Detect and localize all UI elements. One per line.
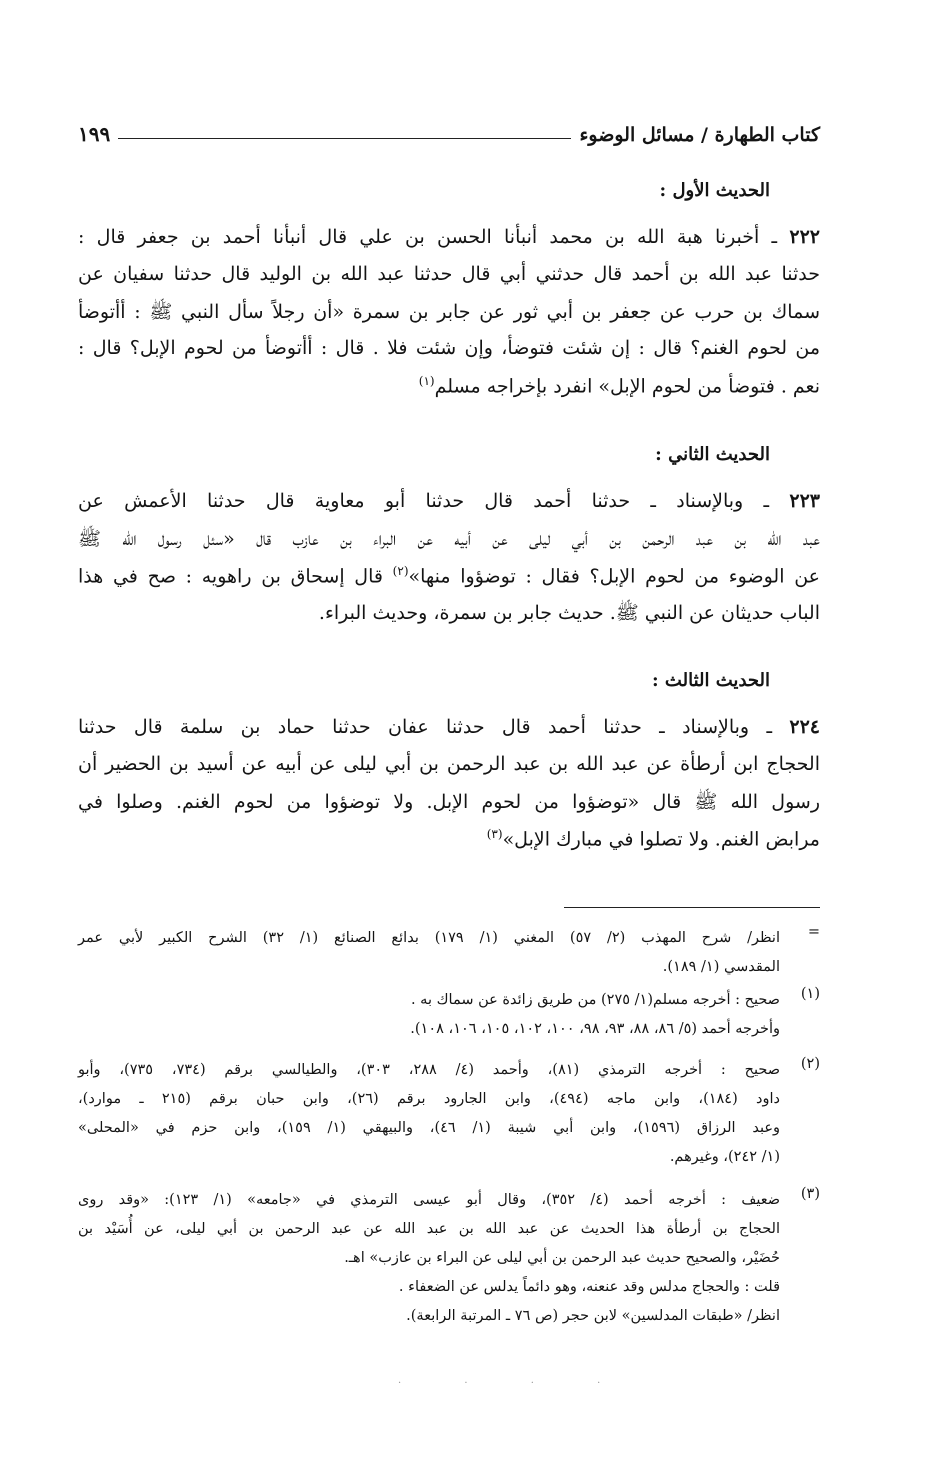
- hadith-1-text: [78, 226, 820, 411]
- footnote-line: المقدسي (١/ ١٨٩).: [662, 959, 780, 975]
- footnote-3: [78, 1186, 820, 1331]
- hadith-1-heading: الحديث الأول :: [659, 180, 770, 201]
- footnote-ref[interactable]: (١): [418, 374, 435, 388]
- hadith-number: ٢٢٣: [789, 490, 820, 512]
- footnote-line: (١/ ٢٤٢)، وغيرهم.: [669, 1149, 780, 1165]
- text-line: رسول الله ﷺ قال «توضؤوا من لحوم الإبل. ولا توضؤوا من لحوم الغنم. وصلوا في: [78, 791, 820, 813]
- footnote-marker: =: [807, 924, 820, 940]
- text-line: ٢٢٢ ـ أخبرنا هبة الله بن محمد أنبأنا الحسن بن علي قال أنبأنا أحمد بن جعفر قال :: [78, 226, 820, 248]
- footnote-2: [78, 1056, 820, 1172]
- hadith-3-text: [78, 716, 820, 864]
- text-line: من لحوم الغنم؟ قال : إن شئت فتوضأ، وإن شئت فلا . قال : أأتوضأ من لحوم الإبل؟ قال :: [78, 337, 820, 359]
- footnote-marker: (٣): [800, 1186, 820, 1202]
- footnote-line: ضعيف : أخرجه أحمد (٤/ ٣٥٢)، وقال أبو عيسى الترمذي في «جامعه» (١/ ١٢٣): «وقد روى: [78, 1192, 781, 1208]
- footnote-ref[interactable]: (٢): [392, 564, 409, 578]
- text-line: الباب حديثان عن النبي ﷺ. حديث جابر بن سمرة، وحديث البراء.: [318, 602, 820, 624]
- text-line: عن الوضوء من لحوم الإبل؟ فقال : توضؤوا منها»$^{(٢)}$ قال إسحاق بن راهويه : صح في هذا: [78, 564, 820, 588]
- hadith-2-text: [78, 490, 820, 638]
- text-line: ٢٢٣ ـ وبالإسناد ـ حدثنا أحمد قال حدثنا أبو معاوية قال حدثنا الأعمش عن: [78, 490, 820, 512]
- footnote-ref[interactable]: (٣): [486, 827, 503, 841]
- footnote-continued: [78, 924, 820, 982]
- footnote-1: [78, 986, 820, 1044]
- running-title: كتاب الطهارة / مسائل الوضوء: [579, 124, 820, 146]
- footnote-line: داود (١٨٤)، وابن ماجه (٤٩٤)، وابن الجارود برقم (٢٦)، وابن حبان برقم (٢١٥ ـ موارد)،: [78, 1091, 780, 1107]
- text-line: سماك بن حرب عن جعفر بن أبي ثور عن جابر بن سمرة «أن رجلاً سأل النبي ﷺ : أأتوضأ: [78, 301, 820, 323]
- footnote-line: حُضَيْر، والصحيح حديث عبد الرحمن بن أبي ليلى عن البراء بن عازب» اهـ.: [344, 1250, 780, 1266]
- page-number: ١٩٩: [78, 122, 111, 146]
- footnote-line: انظر/ «طبقات المدلسين» لابن حجر (ص ٧٦ ـ المرتبة الرابعة).: [406, 1308, 780, 1324]
- hadith-number: ٢٢٤: [789, 716, 820, 738]
- footnote-line: صحيح : أخرجه الترمذي (٨١)، وأحمد (٤/ ٢٨٨، ٣٠٣)، والطيالسي برقم (٧٣٤، ٧٣٥)، وأبو: [78, 1062, 781, 1078]
- running-header: [78, 116, 820, 146]
- book-page: [78, 0, 820, 1474]
- footnote-line: قلت : والحجاج مدلس وقد عنعنه، وهو دائماً يدلس عن الضعفاء .: [398, 1279, 780, 1295]
- text-line: الحجاج ابن أرطأة عن عبد الله بن عبد الرحمن بن أبي ليلى عن أبيه عن أسيد بن الحضير أن: [78, 753, 820, 775]
- footnote-line: صحيح : أخرجه مسلم(١/ ٢٧٥) من طريق زائدة عن سماك به .: [410, 992, 780, 1008]
- hadith-2-heading: الحديث الثاني :: [655, 444, 770, 465]
- text-line: مرابض الغنم. ولا تصلوا في مبارك الإبل»$^{(٣)}$: [486, 827, 820, 851]
- header-rule: [118, 138, 571, 139]
- footnote-line: وأخرجه أحمد (٥/ ٨٦، ٨٨، ٩٣، ٩٨، ١٠٠، ١٠٢، ١٠٥، ١٠٦، ١٠٨).: [410, 1021, 780, 1037]
- footnote-line: انظر/ شرح المهذب (٢/ ٥٧) المغني (١/ ١٧٩) بدائع الصنائع (١/ ٣٢) الشرح الكبير لأبي عمر: [78, 930, 780, 946]
- hadith-3-heading: الحديث الثالث :: [652, 670, 770, 691]
- text-line: عبد الله بن عبد الرحمن بن أبي ليلى عن أبيه عن البراء بن عازب قال «سئل رسول الله ﷺ: [78, 528, 820, 550]
- text-line: نعم . فتوضأ من لحوم الإبل» انفرد بإخراجه مسلم$^{(١)}$: [418, 374, 820, 398]
- hadith-number: ٢٢٢: [789, 226, 820, 248]
- text-line: ٢٢٤ ـ وبالإسناد ـ حدثنا أحمد قال حدثنا عفان حدثنا حماد بن سلمة قال حدثنا: [78, 716, 820, 738]
- scan-specks: · · · ·: [398, 1378, 631, 1389]
- footnote-marker: (٢): [800, 1056, 820, 1072]
- footnote-marker: (١): [800, 986, 820, 1002]
- footnote-line: الحجاج بن أرطأة هذا الحديث عن عبد الله بن عبد الله عن عبد الرحمن بن أبي ليلى، عن أُسَيْد بن: [78, 1221, 780, 1237]
- text-line: حدثنا عبد الله بن أحمد قال حدثني أبي قال حدثنا عبد الله بن الوليد قال حدثنا سفيان عن: [78, 263, 820, 285]
- footnote-separator: [564, 907, 820, 908]
- footnote-line: وعبد الرزاق (١٥٩٦)، وابن أبي شيبة (١/ ٤٦)، والبيهقي (١/ ١٥٩)، وابن حزم في «المحلى»: [78, 1120, 781, 1136]
